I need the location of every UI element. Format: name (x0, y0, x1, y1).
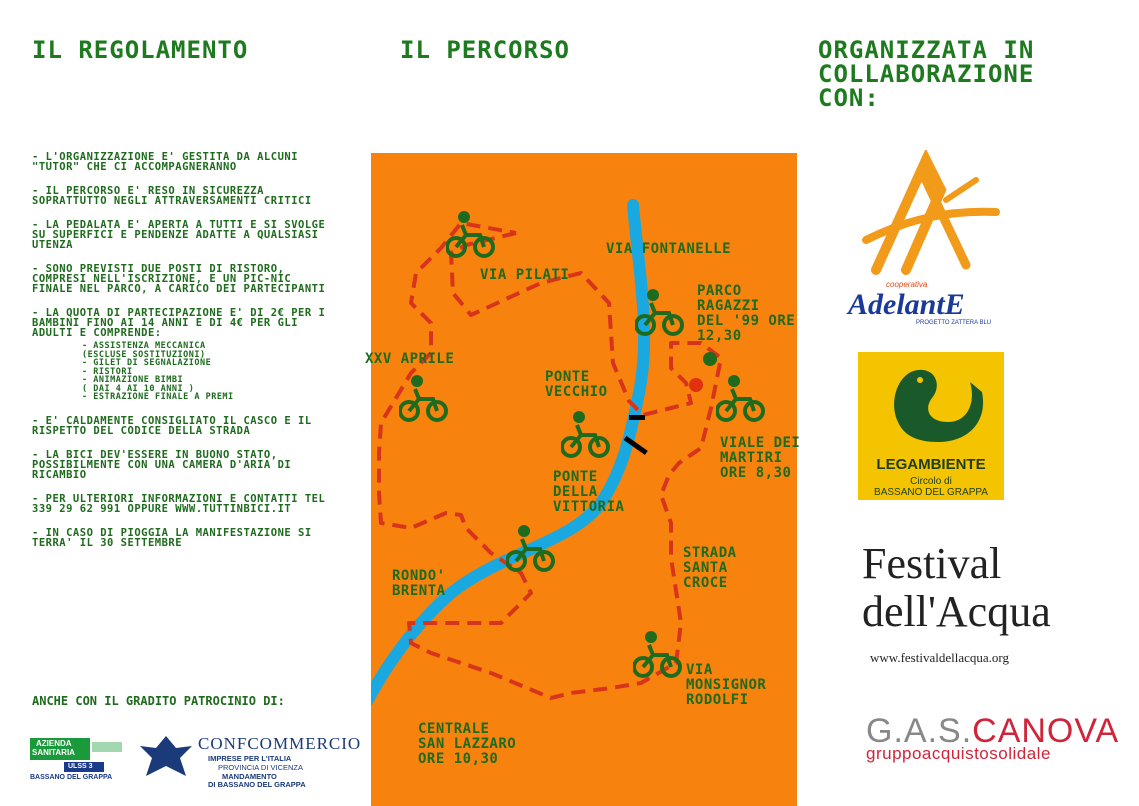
rules-list (32, 152, 332, 562)
bicycle-icon (446, 211, 496, 261)
adelante-mark-icon (846, 150, 1006, 290)
parco-marker (703, 352, 717, 366)
label-ponte-vecchio: PONTE VECCHIO (545, 369, 608, 400)
includes-list: - ASSISTENZA MECCANICA (ESCLUSE SOSTITUZIONI) - GILET DI SEGNALAZIONE - RISTORI - ANIMAZIONE BIMBI ( DAI 4 AI 10 ANNI ) - ESTRAZIONE FINALE A PREMI (82, 341, 234, 402)
rule-item: - LA BICI DEV'ESSERE IN BUONO STATO, POSSIBILMENTE CON UNA CAMERA D'ARIA DI RICAMBIO (32, 448, 292, 481)
bicycle-icon (561, 411, 611, 461)
rule-item: - SONO PREVISTI DUE POSTI DI RISTORO, COMPRESI NELL'ISCRIZIONE, E UN PIC-NIC FINALE NEL PARCO, A CARICO DEI PARTECIPANTI (32, 263, 326, 295)
label-ponte-vittoria: PONTE DELLA VITTORIA (553, 469, 625, 515)
bicycle-icon (506, 525, 556, 575)
label-parco: PARCO RAGAZZI DEL '99 ORE 12,30 (697, 283, 796, 344)
label-centrale: CENTRALE SAN LAZZARO ORE 10,30 (418, 721, 517, 767)
label-via-pilati: VIA PILATI (480, 267, 570, 283)
bridge-ponte-vecchio (629, 415, 645, 420)
label-via-fontanelle: VIA FONTANELLE (606, 241, 732, 257)
festival-logo: Festival dell'Acqua (862, 539, 1051, 636)
adelante-logo: cooperativa AdelantE PROGETTO ZATTERA BLU (846, 150, 1006, 330)
bicycle-icon (633, 631, 683, 681)
gas-canova-logo: G.A.S.CANOVA (866, 712, 1120, 750)
rule-item: - IL PERCORSO E' RESO IN SICUREZZA SOPRATTUTTO NEGLI ATTRAVERSAMENTI CRITICI (32, 185, 312, 207)
label-via-monsignor: VIA MONSIGNOR RODOLFI (686, 662, 767, 708)
rule-item: - LA PEDALATA E' APERTA A TUTTI E SI SVOLGE SU SUPERFICI E PENDENZE ADATTE A QUALSIASI UTENZA (32, 219, 326, 251)
label-viale-martiri: VIALE DEI MARTIRI ORE 8,30 (720, 435, 801, 481)
eagle-icon (136, 732, 196, 788)
rule-item: - LA QUOTA DI PARTECIPAZIONE E' DI 2€ PER I BAMBINI FINO AI 14 ANNI E DI 4€ PER GLI ADULTI E COMPRENDE: - ASSISTENZA MECCANICA (ESCLUSE SOSTITUZIONI) - GILET DI SEGNALAZIONE - RISTORI - ANIMAZIONE BIMBI ( DAI 4 AI 10 ANNI ) - ESTRAZIONE FINALE A PREMI (32, 308, 332, 402)
confcommercio-logo: CONFCOMMERCIO IMPRESE PER L'ITALIA PROVINCIA DI VICENZA MANDAMENTO DI BASSANO DEL GRAPPA (136, 732, 358, 788)
rule-item: - PER ULTERIORI INFORMAZIONI E CONTATTI TEL 339 29 62 991 OPPURE WWW.TUTTINBICI.IT (32, 492, 326, 515)
bicycle-icon (399, 375, 449, 425)
header-percorso: IL PERCORSO (400, 36, 570, 64)
header-organizzata: ORGANIZZATA IN COLLABORAZIONE CON: (818, 36, 1035, 112)
bicycle-icon (635, 289, 685, 339)
patron-text: ANCHE CON IL GRADITO PATROCINIO DI: (32, 694, 285, 708)
bicycle-icon (716, 375, 766, 425)
gas-canova-subtitle: gruppoacquistosolidale (866, 744, 1051, 763)
label-strada-santa-croce: STRADA SANTA CROCE (683, 545, 737, 591)
ulss-logo: AZIENDA SANITARIA ULSS 3 BASSANO DEL GRAPPA (30, 738, 122, 782)
rule-item: - E' CALDAMENTE CONSIGLIATO IL CASCO E IL RISPETTO DEL CODICE DELLA STRADA (32, 414, 312, 437)
festival-url: www.festivaldellacqua.org (870, 650, 1009, 665)
rule-item: - L'ORGANIZZAZIONE E' GESTITA DA ALCUNI "TUTOR" CHE CI ACCOMPAGNERANNO (32, 151, 299, 173)
start-marker (689, 378, 703, 392)
swan-icon (858, 352, 1004, 452)
rule-item: - IN CASO DI PIOGGIA LA MANIFESTAZIONE SI TERRA' IL 30 SETTEMBRE (32, 526, 312, 549)
legambiente-logo: LEGAMBIENTE Circolo di BASSANO DEL GRAPPA (858, 352, 1004, 500)
label-xxv-aprile: XXV APRILE (365, 351, 455, 367)
label-rondo-brenta: RONDO' BRENTA (392, 568, 446, 599)
header-regolamento: IL REGOLAMENTO (32, 36, 249, 64)
